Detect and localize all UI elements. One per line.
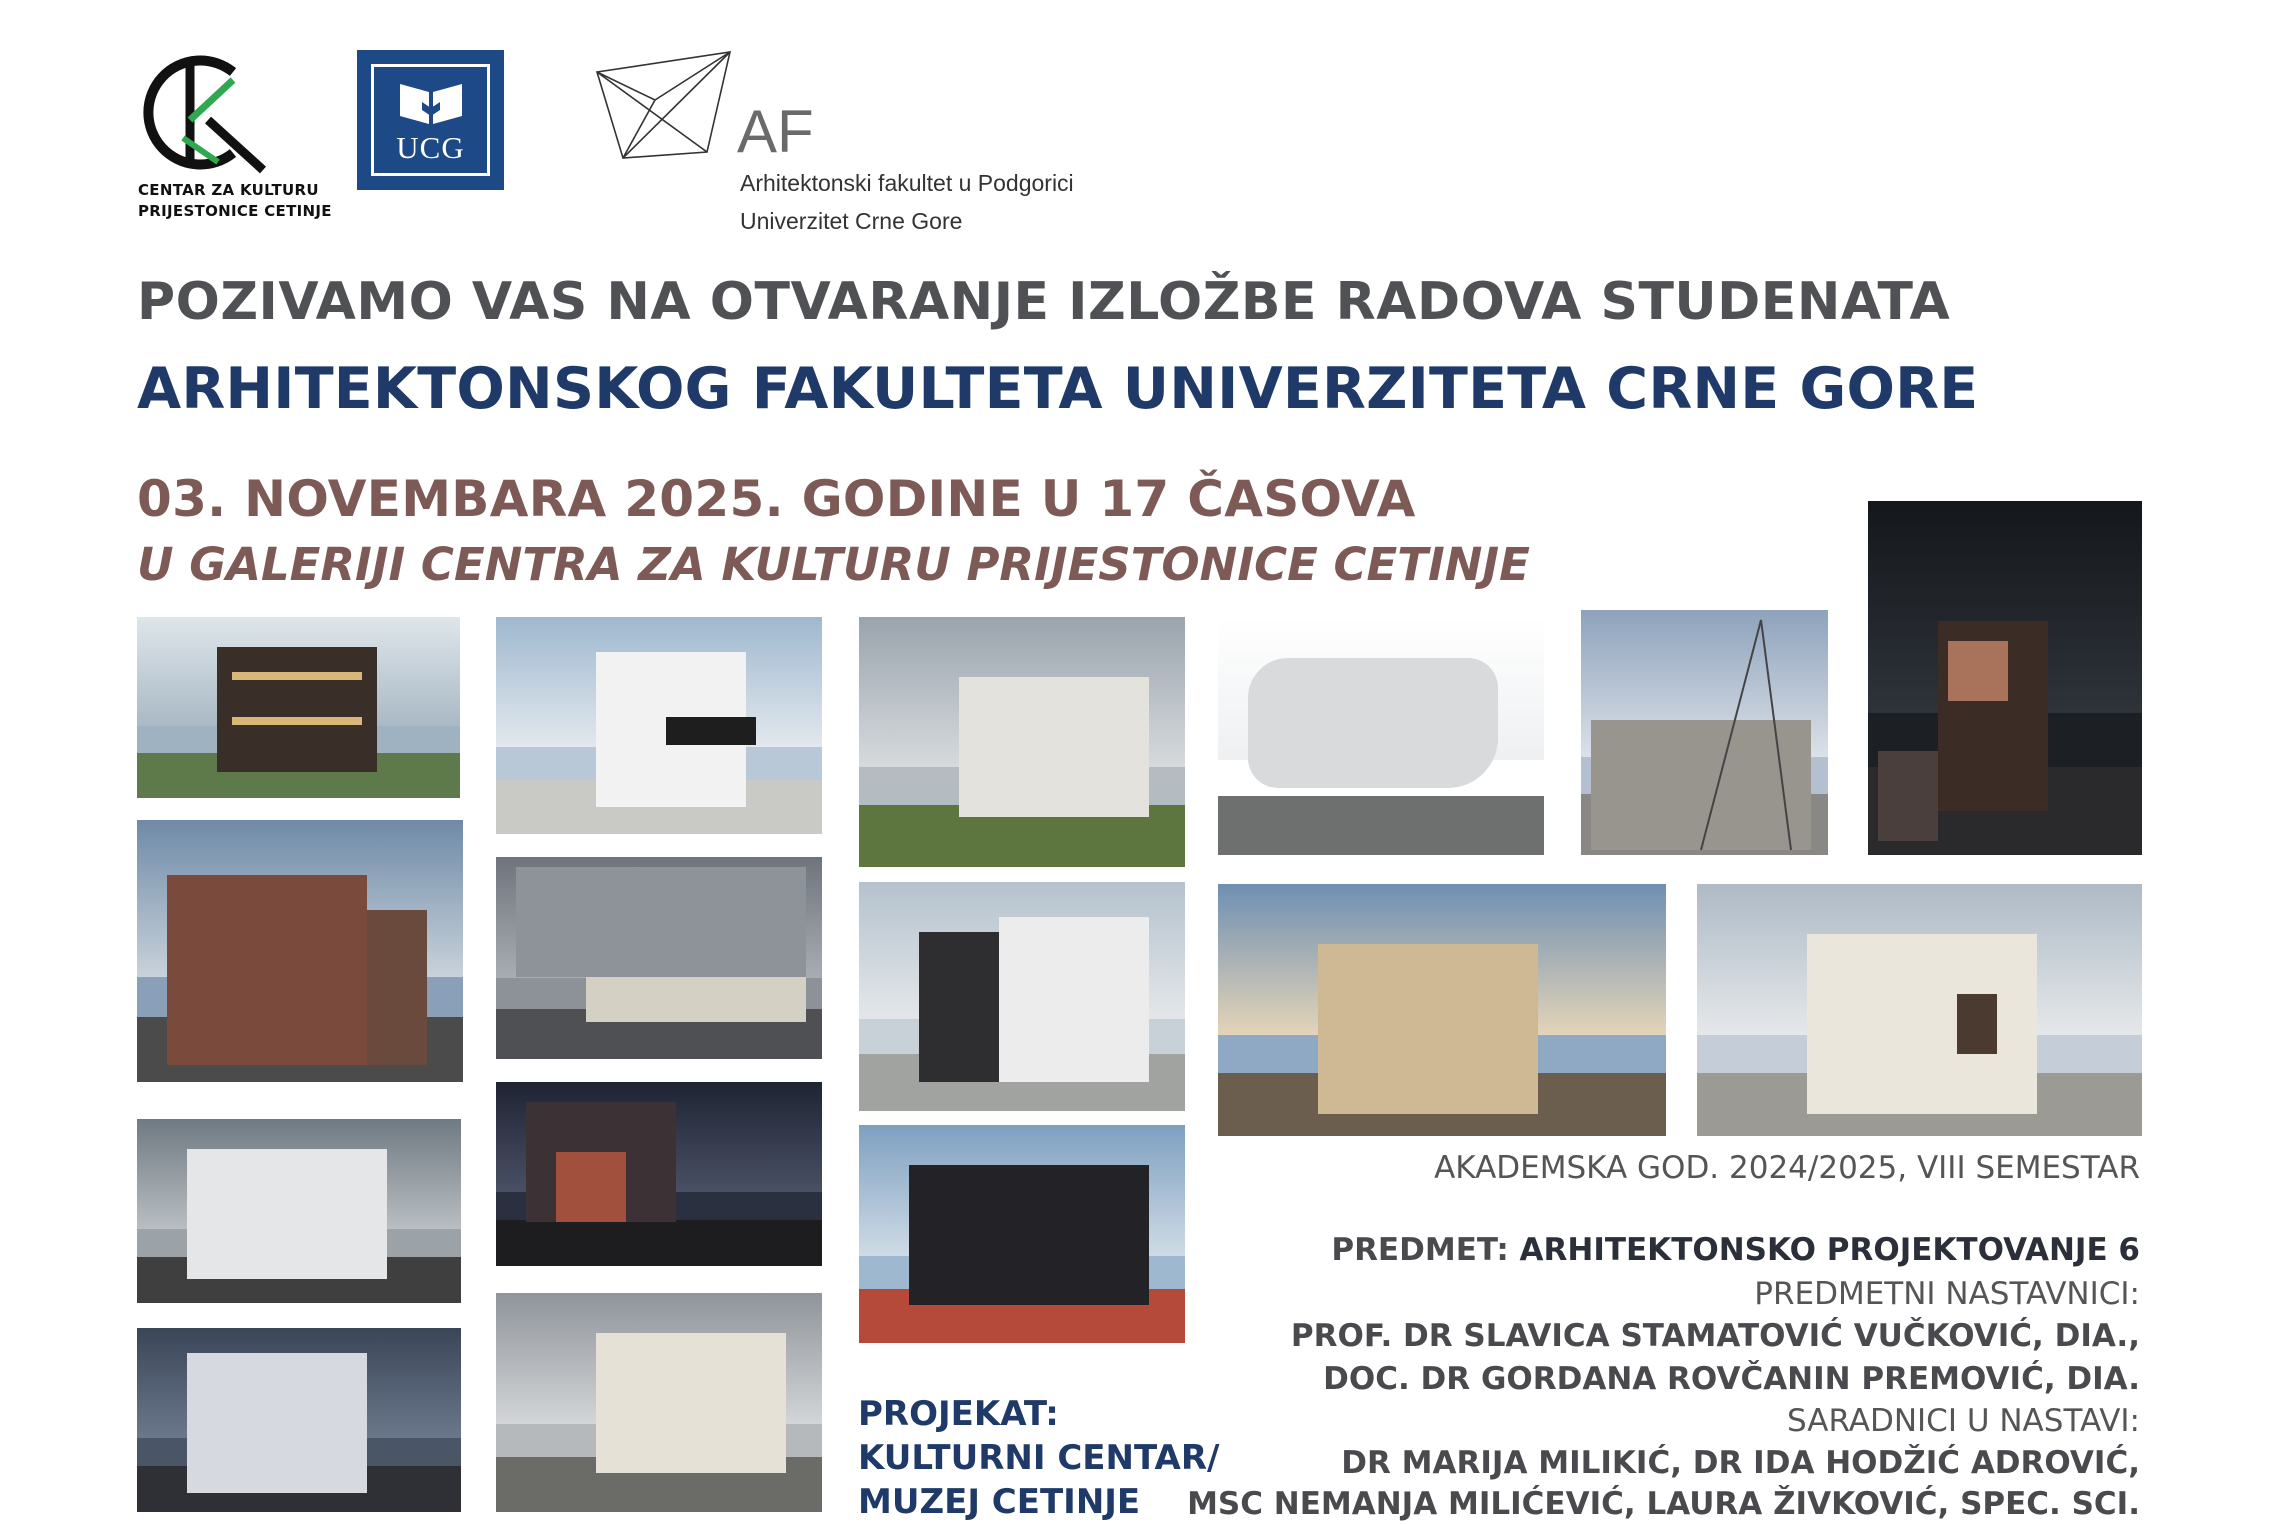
render-photo	[1581, 610, 1828, 855]
project-label: PROJEKAT:	[858, 1394, 1059, 1434]
render-photo	[137, 1328, 461, 1512]
project-line2: MUZEJ CETINJE	[858, 1482, 1141, 1522]
af-logo	[595, 50, 1155, 240]
headline-line1: POZIVAMO VAS NA OTVARANJE IZLOŽBE RADOVA STUDENATA	[137, 272, 1951, 332]
ucg-logo	[357, 50, 504, 190]
render-photo	[137, 820, 463, 1082]
render-photo	[859, 617, 1185, 867]
render-photo	[496, 1082, 822, 1266]
render-photo	[137, 617, 460, 798]
teacher-2: DOC. DR GORDANA ROVČANIN PREMOVIĆ, DIA.	[1323, 1361, 2140, 1397]
assistants-1: DR MARIJA MILIKIĆ, DR IDA HODŽIĆ ADROVIĆ,	[1341, 1445, 2140, 1481]
render-photo	[137, 1119, 461, 1303]
ck-text-line1: CENTAR ZA KULTURU	[138, 181, 319, 199]
af-line2: Univerzitet Crne Gore	[740, 208, 963, 234]
subject-value: ARHITEKTONSKO PROJEKTOVANJE 6	[1519, 1232, 2140, 1268]
ck-logo-mark	[138, 50, 268, 175]
academic-year: AKADEMSKA GOD. 2024/2025, VIII SEMESTAR	[1434, 1150, 2140, 1186]
subject-line	[1331, 1232, 2140, 1268]
af-abbr: AF	[737, 98, 814, 165]
render-photo	[496, 1293, 822, 1512]
book-icon	[396, 80, 466, 126]
ck-text-line2: PRIJESTONICE CETINJE	[138, 202, 332, 220]
assistants-2: MSC NEMANJA MILIĆEVIĆ, LAURA ŽIVKOVIĆ, SPEC. SCI.	[1187, 1486, 2140, 1522]
subject-label: PREDMET:	[1331, 1232, 1509, 1268]
render-photo	[859, 1125, 1185, 1343]
af-line1: Arhitektonski fakultet u Podgorici	[740, 170, 1074, 196]
teachers-label: PREDMETNI NASTAVNICI:	[1754, 1276, 2140, 1312]
event-date: 03. NOVEMBARA 2025. GODINE U 17 ČASOVA	[137, 470, 1416, 528]
event-venue: U GALERIJI CENTRA ZA KULTURU PRIJESTONICE CETINJE	[137, 538, 1530, 591]
teacher-1: PROF. DR SLAVICA STAMATOVIĆ VUČKOVIĆ, DIA.,	[1290, 1318, 2140, 1354]
af-wireframe-icon	[595, 50, 735, 165]
project-line1: KULTURNI CENTAR/	[858, 1438, 1220, 1478]
assistants-label: SARADNICI U NASTAVI:	[1787, 1403, 2140, 1439]
render-photo	[859, 882, 1185, 1111]
render-photo	[1697, 884, 2142, 1136]
ck-logo	[138, 50, 332, 230]
project-block	[858, 1392, 1219, 1524]
render-photo	[1218, 618, 1544, 855]
render-photo	[496, 617, 822, 834]
render-photo	[496, 857, 822, 1059]
ucg-label: UCG	[396, 130, 465, 165]
headline-line2: ARHITEKTONSKOG FAKULTETA UNIVERZITETA CRNE GORE	[137, 356, 1979, 422]
render-photo	[1868, 501, 2142, 855]
render-photo	[1218, 884, 1666, 1136]
